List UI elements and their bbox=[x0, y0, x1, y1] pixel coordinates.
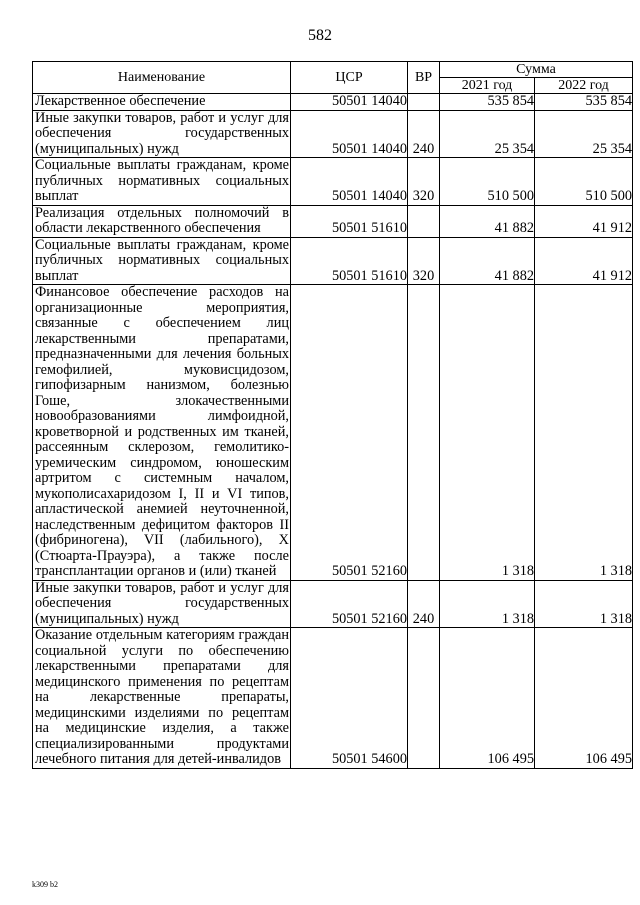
table-row bbox=[33, 237, 633, 285]
table-row bbox=[33, 580, 633, 628]
row-name: Лекарственное обеспечение bbox=[33, 94, 291, 111]
row-name: Социальные выплаты гражданам, кроме публичных нормативных социальных выплат bbox=[33, 158, 291, 206]
row-sum-2022: 1 318 bbox=[535, 285, 633, 581]
header-vr: ВР bbox=[408, 62, 440, 94]
row-vr: 320 bbox=[408, 158, 440, 206]
table-row bbox=[33, 158, 633, 206]
row-vr bbox=[408, 285, 440, 581]
row-csr: 50501 14040 bbox=[291, 110, 408, 158]
budget-table bbox=[32, 61, 633, 769]
row-name: Иные закупки товаров, работ и услуг для обеспечения государственных (муниципальных) нужд bbox=[33, 580, 291, 628]
header-name: Наименование bbox=[33, 62, 291, 94]
table-row bbox=[33, 285, 633, 581]
row-sum-2022: 41 912 bbox=[535, 237, 633, 285]
row-csr: 50501 51610 bbox=[291, 237, 408, 285]
table-row bbox=[33, 110, 633, 158]
row-sum-2021: 25 354 bbox=[440, 110, 535, 158]
row-sum-2022: 25 354 bbox=[535, 110, 633, 158]
table-body bbox=[33, 94, 633, 769]
row-csr: 50501 52160 bbox=[291, 285, 408, 581]
footer-code: k309 b2 bbox=[32, 880, 58, 889]
header-year-2022: 2022 год bbox=[535, 78, 633, 94]
row-csr: 50501 51610 bbox=[291, 205, 408, 237]
header-csr: ЦСР bbox=[291, 62, 408, 94]
row-sum-2021: 41 882 bbox=[440, 205, 535, 237]
row-vr bbox=[408, 205, 440, 237]
row-sum-2021: 106 495 bbox=[440, 628, 535, 769]
row-sum-2022: 41 912 bbox=[535, 205, 633, 237]
row-name: Финансовое обеспечение расходов на организационные мероприятия, связанные с обеспечением лиц лекарственными препаратами, предназначенными для лечения больных гемофилией, муковисцидозом, гипофизарным нанизмом, болезнью Гоше, злокачественными новообразованиями лимфоидной, кроветворной и родственных им тканей, рассеянным склерозом, гемолитико-уремическим синдромом, юношеским артритом с системным началом, мукополисахаридозом I, II и VI типов, апластической анемией неуточненной, наследственным дефицитом факторов II (фибриногена), VII (лабильного), X (Стюарта-Прауэра), а также после трансплантации органов и (или) тканей bbox=[33, 285, 291, 581]
row-sum-2022: 535 854 bbox=[535, 94, 633, 111]
row-name: Социальные выплаты гражданам, кроме публичных нормативных социальных выплат bbox=[33, 237, 291, 285]
row-vr bbox=[408, 94, 440, 111]
row-vr: 240 bbox=[408, 580, 440, 628]
row-sum-2021: 535 854 bbox=[440, 94, 535, 111]
header-sum: Сумма bbox=[440, 62, 633, 78]
row-sum-2022: 510 500 bbox=[535, 158, 633, 206]
row-sum-2021: 41 882 bbox=[440, 237, 535, 285]
row-csr: 50501 14040 bbox=[291, 158, 408, 206]
header-year-2021: 2021 год bbox=[440, 78, 535, 94]
table-row bbox=[33, 94, 633, 111]
row-csr: 50501 54600 bbox=[291, 628, 408, 769]
row-sum-2022: 106 495 bbox=[535, 628, 633, 769]
row-sum-2021: 1 318 bbox=[440, 580, 535, 628]
row-vr bbox=[408, 628, 440, 769]
row-csr: 50501 14040 bbox=[291, 94, 408, 111]
table-row bbox=[33, 628, 633, 769]
row-vr: 240 bbox=[408, 110, 440, 158]
page-number: 582 bbox=[308, 27, 332, 44]
row-vr: 320 bbox=[408, 237, 440, 285]
row-name: Реализация отдельных полномочий в области лекарственного обеспечения bbox=[33, 205, 291, 237]
row-sum-2021: 510 500 bbox=[440, 158, 535, 206]
row-csr: 50501 52160 bbox=[291, 580, 408, 628]
row-sum-2022: 1 318 bbox=[535, 580, 633, 628]
table-row bbox=[33, 205, 633, 237]
row-sum-2021: 1 318 bbox=[440, 285, 535, 581]
row-name: Иные закупки товаров, работ и услуг для обеспечения государственных (муниципальных) нужд bbox=[33, 110, 291, 158]
row-name: Оказание отдельным категориям граждан социальной услуги по обеспечению лекарственными препаратами для медицинского применения по рецептам на лекарственные препараты, медицинскими изделиями по рецептам на медицинские изделия, а также специализированными продуктами лечебного питания для детей-инвалидов bbox=[33, 628, 291, 769]
